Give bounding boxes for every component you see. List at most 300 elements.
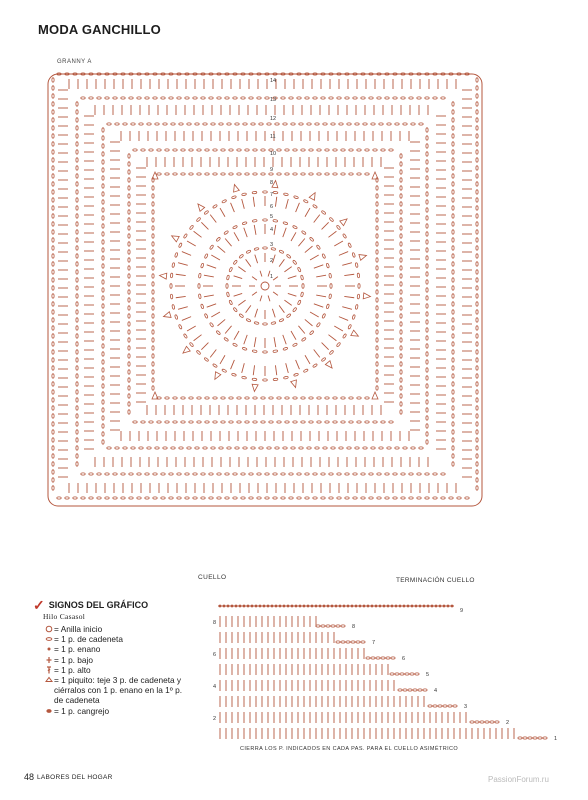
chain-stitch — [330, 284, 332, 289]
chain-stitch — [263, 247, 268, 249]
chain-stitch — [365, 149, 369, 151]
chain-stitch — [476, 238, 478, 242]
cuello-chart — [200, 584, 558, 744]
double-crochet-stitch — [342, 263, 352, 266]
chain-stitch — [400, 266, 402, 270]
chain-stitch — [102, 176, 104, 180]
chain-stitch — [102, 416, 104, 420]
chain-stitch — [476, 222, 478, 226]
chain-stitch — [452, 334, 454, 338]
chain-stitch — [253, 421, 257, 423]
double-crochet-stitch — [291, 331, 296, 340]
crab-stitch — [290, 605, 293, 608]
double-crochet-icon — [45, 666, 53, 674]
chain-stitch — [128, 242, 130, 246]
chain-stitch — [305, 497, 309, 499]
chain-stitch — [385, 473, 389, 475]
chain-stitch — [165, 397, 169, 399]
chain-stitch — [102, 208, 104, 212]
chain-stitch — [293, 149, 297, 151]
chain-stitch — [249, 473, 253, 475]
chain-stitch — [128, 314, 130, 318]
chain-stitch — [400, 194, 402, 198]
chain-stitch — [269, 173, 273, 175]
chain-stitch — [323, 123, 327, 125]
chain-stitch — [379, 123, 383, 125]
chain-stitch — [200, 304, 204, 309]
chain-stitch — [426, 144, 428, 148]
chain-stitch — [452, 454, 454, 458]
chain-stitch — [357, 149, 361, 151]
chain-stitch — [152, 250, 154, 254]
chain-stitch — [52, 406, 54, 410]
chain-stitch — [76, 214, 78, 218]
chain-stitch — [149, 421, 153, 423]
chain-stitch — [400, 330, 402, 334]
chain-stitch — [76, 206, 78, 210]
chain-stitch — [115, 123, 119, 125]
chain-stitch — [452, 110, 454, 114]
chain-stitch — [417, 473, 421, 475]
chain-stitch — [313, 473, 317, 475]
chain-stitch — [289, 473, 293, 475]
chain-stitch — [283, 376, 288, 379]
chain-stitch — [322, 253, 326, 258]
chain-stitch — [152, 266, 154, 270]
chain-stitch — [279, 250, 284, 254]
chain-stitch — [426, 408, 428, 412]
chain-stitch — [376, 322, 378, 326]
chain-stitch — [161, 473, 165, 475]
chain-stitch — [297, 267, 301, 272]
chain-stitch — [291, 447, 295, 449]
chain-stitch — [333, 421, 337, 423]
chain-stitch — [273, 350, 278, 353]
chain-stitch — [102, 280, 104, 284]
chain-stitch — [173, 149, 177, 151]
granny-square-round — [128, 149, 402, 423]
chain-stitch — [301, 149, 305, 151]
chain-stitch — [52, 262, 54, 266]
chain-stitch — [225, 497, 229, 499]
chain-stitch — [263, 219, 268, 221]
double-crochet-stitch — [334, 241, 343, 246]
double-crochet-stitch — [225, 239, 231, 247]
chain-stitch — [252, 350, 257, 353]
legend-item — [44, 634, 193, 644]
chain-stitch — [305, 473, 309, 475]
chain-stitch — [254, 321, 259, 324]
chain-stitch — [331, 625, 335, 627]
chain-stitch — [400, 402, 402, 406]
double-crochet-stitch — [253, 197, 254, 207]
chain-stitch — [181, 173, 185, 175]
chain-stitch — [426, 208, 428, 212]
chain-stitch — [152, 386, 154, 390]
granny-square-round — [136, 157, 394, 415]
chain-stitch — [152, 314, 154, 318]
chain-stitch — [476, 142, 478, 146]
chain-stitch — [217, 497, 221, 499]
chain-stitch — [321, 210, 326, 215]
double-crochet-stitch — [204, 275, 214, 277]
chain-stitch — [121, 497, 125, 499]
chain-stitch — [379, 447, 383, 449]
chain-stitch — [181, 421, 185, 423]
chain-stitch — [426, 240, 428, 244]
chain-stitch — [301, 230, 306, 234]
double-crochet-stitch — [218, 319, 226, 325]
chain-stitch — [337, 497, 341, 499]
double-crochet-stitch — [305, 208, 310, 217]
chain-stitch — [426, 376, 428, 380]
chain-stitch — [321, 473, 325, 475]
chain-stitch — [376, 202, 378, 206]
circular-round — [175, 196, 355, 376]
chain-stitch — [213, 149, 217, 151]
chain-stitch — [476, 430, 478, 434]
chain-stitch — [152, 202, 154, 206]
chain-stitch — [128, 218, 130, 222]
chain-stitch — [376, 314, 378, 318]
chain-stitch — [307, 447, 311, 449]
crab-stitch — [326, 605, 329, 608]
chain-stitch — [400, 162, 402, 166]
chain-stitch — [81, 97, 85, 99]
chain-stitch — [263, 351, 268, 353]
circular-round — [232, 253, 298, 319]
chain-stitch — [476, 398, 478, 402]
chain-stitch — [400, 673, 404, 675]
double-crochet-stitch — [310, 255, 319, 260]
chain-stitch — [273, 378, 278, 381]
chain-stitch — [426, 336, 428, 340]
chain-stitch — [261, 397, 265, 399]
chain-stitch — [128, 162, 130, 166]
chain-stitch — [203, 447, 207, 449]
chain-stitch — [257, 497, 261, 499]
chain-stitch — [452, 382, 454, 386]
chain-stitch — [205, 149, 209, 151]
chain-stitch — [476, 342, 478, 346]
chain-stitch — [400, 362, 402, 366]
double-crochet-stitch — [284, 267, 291, 272]
chain-stitch — [371, 123, 375, 125]
chain-stitch — [426, 296, 428, 300]
chain-stitch — [152, 306, 154, 310]
chain-stitch — [277, 149, 281, 151]
chain-stitch — [452, 358, 454, 362]
chain-stitch — [355, 447, 359, 449]
chain-stitch — [476, 262, 478, 266]
crab-stitch — [418, 605, 421, 608]
double-crochet-stitch — [305, 246, 313, 252]
double-crochet-stitch — [182, 252, 191, 256]
chain-stitch — [102, 224, 104, 228]
crab-stitch — [310, 605, 313, 608]
chain-stitch — [400, 250, 402, 254]
chain-stitch — [76, 150, 78, 154]
cuello-row — [218, 605, 453, 608]
double-crochet-stitch — [288, 276, 297, 279]
chain-stitch — [457, 497, 461, 499]
chain-stitch — [331, 447, 335, 449]
chain-stitch — [172, 263, 175, 268]
double-crochet-stitch — [210, 349, 216, 357]
chain-stitch — [155, 123, 159, 125]
round-number: 3 — [270, 242, 274, 248]
double-crochet-stitch — [187, 241, 196, 246]
crab-stitch — [242, 605, 245, 608]
double-crochet-stitch — [328, 231, 336, 237]
round-number: 6 — [270, 204, 274, 210]
double-crochet-stitch — [274, 225, 276, 235]
chain-stitch — [229, 421, 233, 423]
double-crochet-stitch — [272, 309, 275, 318]
chain-stitch — [52, 294, 54, 298]
chain-stitch — [128, 354, 130, 358]
chain-stitch — [315, 447, 319, 449]
chain-stitch — [283, 221, 288, 225]
chain-stitch — [163, 447, 167, 449]
chain-stitch — [351, 641, 355, 643]
chain-stitch — [400, 202, 402, 206]
chain-stitch — [52, 222, 54, 226]
chain-stitch — [189, 397, 193, 399]
crab-stitch — [442, 605, 445, 608]
chain-stitch — [377, 473, 381, 475]
chain-stitch — [376, 378, 378, 382]
double-crochet-stitch — [255, 309, 258, 318]
chain-stitch — [52, 390, 54, 394]
chain-stitch — [476, 230, 478, 234]
chain-stitch — [76, 374, 78, 378]
chain-stitch — [426, 256, 428, 260]
granny-square-round — [84, 105, 446, 467]
chain-stitch — [452, 126, 454, 130]
chain-stitch — [452, 278, 454, 282]
chain-stitch — [292, 260, 297, 265]
chain-stitch — [400, 154, 402, 158]
chain-stitch — [349, 397, 353, 399]
chain-stitch — [333, 173, 337, 175]
chain-stitch — [165, 173, 169, 175]
chain-stitch — [147, 123, 151, 125]
chain-stitch — [52, 398, 54, 402]
round-number: 4 — [270, 227, 274, 233]
picot-stitch — [159, 272, 167, 279]
chain-stitch — [257, 473, 261, 475]
chain-stitch — [433, 705, 437, 707]
chain-stitch — [452, 102, 454, 106]
legend-item — [44, 665, 193, 675]
chain-stitch — [128, 410, 130, 414]
chain-stitch — [102, 136, 104, 140]
chain-stitch — [355, 263, 358, 268]
chain-stitch — [196, 217, 201, 222]
chain-stitch — [102, 216, 104, 220]
chain-stitch — [219, 447, 223, 449]
chain-stitch — [426, 192, 428, 196]
chain-stitch — [52, 190, 54, 194]
chain-stitch — [309, 237, 314, 242]
chain-stitch — [173, 397, 177, 399]
chain-stitch — [128, 394, 130, 398]
chain-stitch — [209, 497, 213, 499]
chain-stitch — [265, 497, 269, 499]
picot-stitch — [309, 191, 318, 200]
chain-stitch — [179, 447, 183, 449]
circular-round — [170, 191, 360, 381]
chain-stitch — [476, 174, 478, 178]
chain-stitch — [452, 398, 454, 402]
crab-stitch — [218, 605, 221, 608]
page-number: 48 — [24, 772, 35, 782]
chain-stitch — [373, 149, 377, 151]
chain-stitch — [376, 306, 378, 310]
chain-stitch — [325, 397, 329, 399]
chain-stitch — [152, 370, 154, 374]
chain-stitch — [161, 497, 165, 499]
chain-stitch — [292, 343, 297, 347]
crab-stitch — [342, 605, 345, 608]
chain-stitch — [209, 473, 213, 475]
chain-stitch — [452, 182, 454, 186]
chain-stitch — [152, 322, 154, 326]
chain-stitch — [76, 222, 78, 226]
chain-stitch — [102, 296, 104, 300]
chain-stitch — [102, 432, 104, 436]
chain-stitch — [387, 447, 391, 449]
chain-stitch — [426, 328, 428, 332]
chain-stitch — [52, 342, 54, 346]
chain-stitch — [229, 397, 233, 399]
chain-stitch — [357, 421, 361, 423]
chain-stitch — [157, 149, 161, 151]
chain-stitch — [452, 310, 454, 314]
chain-stitch — [232, 225, 237, 229]
legend-item — [44, 706, 193, 716]
picot-stitch — [181, 346, 190, 355]
chain-stitch — [76, 110, 78, 114]
chain-stitch — [141, 149, 145, 151]
chain-stitch — [476, 310, 478, 314]
row-number: 9 — [460, 608, 464, 614]
double-crochet-stitch — [298, 239, 304, 247]
crab-stitch — [246, 605, 249, 608]
crab-stitch — [294, 605, 297, 608]
chain-stitch — [263, 379, 268, 381]
chain-stitch — [139, 447, 143, 449]
chain-stitch — [76, 318, 78, 322]
double-crochet-stitch — [231, 360, 235, 369]
chain-stitch — [52, 206, 54, 210]
chain-stitch — [426, 304, 428, 308]
terminacion-cuello-label: TERMINACIÓN CUELLO — [396, 577, 475, 584]
chain-stitch — [357, 173, 361, 175]
single-crochet-icon — [45, 656, 53, 664]
chain-stitch — [226, 292, 229, 297]
double-crochet-stitch — [182, 317, 191, 321]
chain-stitch — [316, 625, 320, 627]
chain-stitch — [102, 360, 104, 364]
double-crochet-stitch — [234, 276, 243, 279]
picot-stitch — [212, 372, 221, 381]
chain-stitch — [185, 497, 189, 499]
chain-stitch — [237, 421, 241, 423]
chain-stitch — [245, 421, 249, 423]
row-number-left: 6 — [213, 652, 217, 658]
chain-stitch — [165, 149, 169, 151]
chain-stitch — [52, 238, 54, 242]
chain-stitch — [173, 173, 177, 175]
chain-stitch — [102, 400, 104, 404]
chain-stitch — [105, 97, 109, 99]
chain-stitch — [376, 362, 378, 366]
chain-stitch — [102, 392, 104, 396]
legend-symbol — [44, 665, 54, 674]
chain-stitch — [76, 438, 78, 442]
chain-stitch — [152, 234, 154, 238]
double-crochet-stitch — [296, 203, 300, 212]
chain-stitch — [476, 254, 478, 258]
crab-stitch — [374, 605, 377, 608]
round-number: 5 — [270, 214, 274, 220]
chain-stitch — [395, 447, 399, 449]
chain-stitch — [153, 473, 157, 475]
chain-stitch — [229, 149, 233, 151]
chain-stitch — [242, 221, 247, 225]
chain-stitch — [476, 366, 478, 370]
chain-stitch — [329, 473, 333, 475]
chain-stitch — [81, 473, 85, 475]
chain-stitch — [452, 238, 454, 242]
double-crochet-stitch — [207, 265, 216, 268]
chain-stitch — [341, 397, 345, 399]
chain-stitch — [452, 374, 454, 378]
crab-stitch — [254, 605, 257, 608]
chain-stitch — [411, 447, 415, 449]
chain-stitch — [128, 250, 130, 254]
chain-stitch — [428, 705, 432, 707]
chain-stitch — [336, 625, 340, 627]
chain-stitch — [353, 497, 357, 499]
chain-stitch — [309, 330, 314, 335]
double-crochet-stitch — [231, 203, 235, 212]
picot-stitch — [359, 253, 367, 261]
chain-stitch — [252, 219, 257, 222]
chain-stitch — [102, 328, 104, 332]
chain-stitch — [452, 326, 454, 330]
chain-stitch — [400, 394, 402, 398]
chain-stitch — [452, 166, 454, 170]
chain-stitch — [415, 673, 419, 675]
chain-stitch — [52, 102, 54, 106]
chain-stitch — [426, 160, 428, 164]
chain-stitch — [317, 421, 321, 423]
chain-stitch — [297, 473, 301, 475]
row-number-left: 4 — [213, 684, 217, 690]
chain-stitch — [297, 97, 301, 99]
chain-stitch — [369, 473, 373, 475]
chain-stitch — [155, 447, 159, 449]
chain-stitch — [131, 123, 135, 125]
chain-stitch — [169, 497, 173, 499]
chain-stitch — [357, 294, 360, 299]
chain-stitch — [309, 149, 313, 151]
chain-stitch — [417, 97, 421, 99]
chain-stitch — [291, 123, 295, 125]
